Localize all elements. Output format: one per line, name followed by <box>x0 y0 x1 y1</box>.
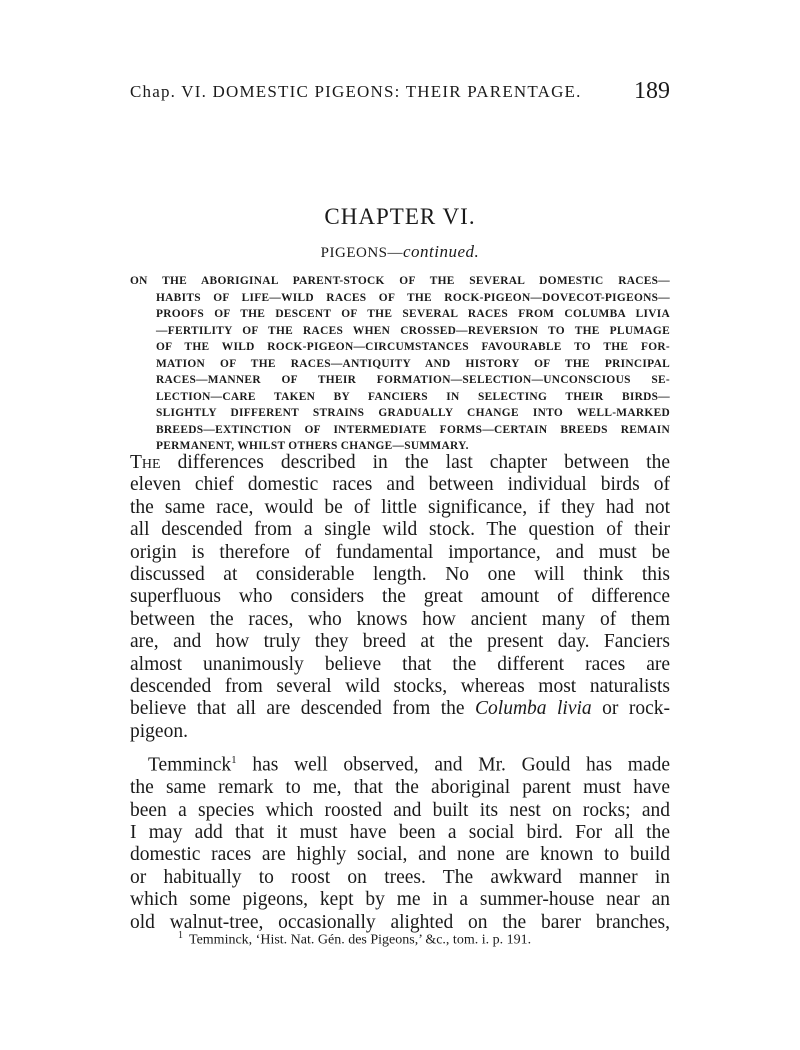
paragraph-line <box>130 698 670 720</box>
paragraph-line <box>130 749 670 777</box>
synopsis-line: ON THE ABORIGINAL PARENT-STOCK OF THE SEVERAL DOMESTIC RACES— <box>130 275 670 287</box>
synopsis-line: OF THE WILD ROCK-PIGEON—CIRCUMSTANCES FAVOURABLE TO THE FOR- <box>156 341 670 353</box>
synopsis-line: LECTION—CARE TAKEN BY FANCIERS IN SELECTING THEIR BIRDS— <box>156 390 670 403</box>
synopsis-line: PERMANENT, WHILST OTHERS CHANGE—SUMMARY. <box>156 440 469 452</box>
synopsis-line: —FERTILITY OF THE RACES WHEN CROSSED—REVERSION TO THE PLUMAGE <box>156 324 670 337</box>
line-text: differences described in the last chapter between the <box>160 452 670 473</box>
synopsis-line: MATION OF THE RACES—ANTIQUITY AND HISTORY OF THE PRINCIPAL <box>156 357 670 370</box>
paragraph-line: descended from several wild stocks, whereas most naturalists <box>130 676 670 698</box>
paragraph-line: pigeon. <box>130 720 188 742</box>
paragraph-line: the same remark to me, that the aboriginal parent must have <box>130 777 670 799</box>
footnote-ref: 1 <box>231 754 237 767</box>
paragraph-line: I may add that it must have been a social bird. For all the <box>130 822 670 843</box>
paragraph-line: domestic races are highly social, and none are known to build <box>130 844 670 866</box>
chapter-synopsis <box>130 273 670 455</box>
synopsis-line: BREEDS—EXTINCTION OF INTERMEDIATE FORMS—CERTAIN BREEDS REMAIN <box>156 423 670 436</box>
paragraph-line: old walnut-tree, occasionally alighted on the barer branches, <box>130 911 670 933</box>
species-name: Columba livia <box>475 698 592 720</box>
line-text: or rock- <box>591 698 670 720</box>
synopsis-line: SLIGHTLY DIFFERENT STRAINS GRADUALLY CHANGE INTO WELL-MARKED <box>156 407 670 419</box>
subtitle-caps: PIGEONS— <box>320 245 404 261</box>
synopsis-line: PROOFS OF THE DESCENT OF THE SEVERAL RACES FROM COLUMBA LIVIA <box>156 308 670 320</box>
running-head <box>130 78 670 108</box>
paragraph-line: discussed at considerable length. No one will think this <box>130 564 670 586</box>
paragraph-line: which some pigeons, kept by me in a summer-house near an <box>130 889 670 911</box>
paragraph-line: superfluous who considers the great amount of difference <box>130 586 670 608</box>
footnote <box>178 930 678 949</box>
footnote-marker: 1 <box>178 930 183 941</box>
paragraph-line: all descended from a single wild stock. The question of their <box>130 519 670 541</box>
paragraph-line: between the races, who knows how ancient many of them <box>130 608 670 630</box>
paragraph-line: or habitually to roost on trees. The awkward manner in <box>130 866 670 888</box>
paragraph-line: origin is therefore of fundamental importance, and must be <box>130 541 670 563</box>
chapter-title: CHAPTER VI. <box>324 204 476 229</box>
synopsis-line: RACES—MANNER OF THEIR FORMATION—SELECTION—UNCONSCIOUS SE- <box>156 374 670 386</box>
running-title: Chap. VI. DOMESTIC PIGEONS: THEIR PARENTAGE. <box>130 82 582 101</box>
paragraph-line: eleven chief domestic races and between individual birds of <box>130 474 670 496</box>
paragraph-line: almost unanimously believe that the different races are <box>130 653 670 675</box>
line-text: believe that all are descended from the <box>130 698 476 720</box>
footnote-text: Temminck, ‘Hist. Nat. Gén. des Pigeons,’ &c., tom. i. p. 191. <box>189 932 532 948</box>
paragraph-line: the same race, would be of little significance, if they had not <box>130 496 670 518</box>
paragraph-line: been a species which roosted and built its nest on rocks; and <box>130 799 670 821</box>
line-text: has well observed, and Mr. Gould has made <box>236 754 670 776</box>
subtitle-italic: continued. <box>403 242 480 261</box>
dropcap-word: The <box>130 452 161 473</box>
paragraph-line <box>130 452 670 474</box>
paragraph-line: are, and how truly they breed at the present day. Fanciers <box>130 631 670 653</box>
chapter-subtitle <box>0 242 800 262</box>
body-text <box>130 452 670 934</box>
page-number: 189 <box>634 78 670 104</box>
synopsis-line: HABITS OF LIFE—WILD RACES OF THE ROCK-PIGEON—DOVECOT-PIGEONS— <box>156 291 670 304</box>
line-text: Temminck <box>148 754 232 776</box>
